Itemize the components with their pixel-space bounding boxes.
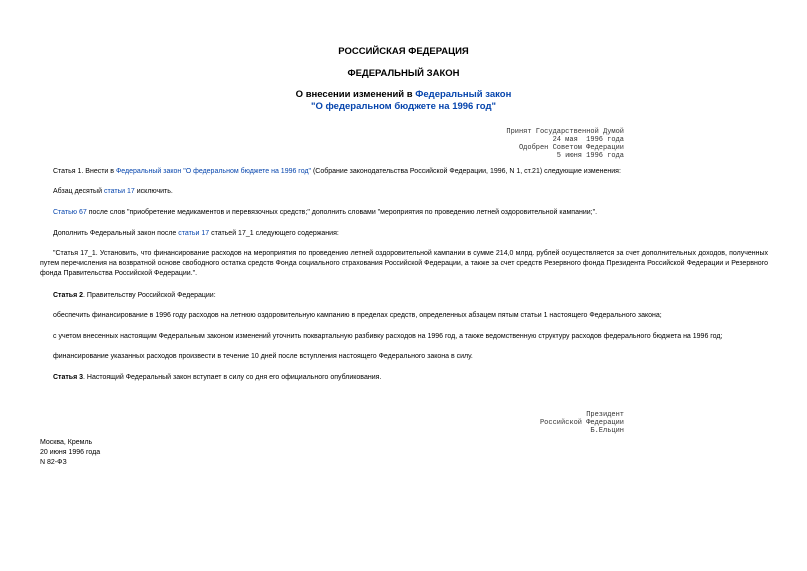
- paragraph-text: статьей 17_1 следующего содержания:: [209, 230, 339, 237]
- article-17-link-2[interactable]: статьи 17: [178, 230, 210, 237]
- law-title: [0, 89, 807, 100]
- title-law-link[interactable]: Федеральный закон: [415, 89, 512, 100]
- place-date: 20 июня 1996 года: [40, 449, 101, 456]
- signature-line: Б.Ельцин: [590, 427, 624, 435]
- paragraph-text: исключить.: [134, 188, 173, 195]
- article-1-label: Статья 1: [53, 168, 82, 175]
- paragraph-text: . Внести в: [81, 168, 116, 175]
- article-3-label: Статья 3: [53, 374, 84, 381]
- law-number: N 82-ФЗ: [40, 459, 67, 466]
- article-67-link[interactable]: Статью 67: [53, 209, 87, 216]
- paragraph-7: обеспечить финансирование в 1996 году расходов на летнюю оздоровительную кампанию в пределах средств, определенных абзацем пятым статьи 1 настоящего Федерального закона;: [53, 312, 662, 319]
- signature-line: Президент: [586, 411, 624, 419]
- law-link[interactable]: Федеральный закон "О федеральном бюджете на 1996 год": [115, 168, 312, 175]
- paragraph-3: [40, 208, 768, 218]
- signature-line: Российской Федерации: [539, 419, 624, 427]
- paragraph-article-1: [40, 167, 768, 177]
- paragraph-article-3: [40, 373, 768, 383]
- place-date-block: [40, 438, 100, 468]
- place-city: Москва, Кремль: [40, 439, 93, 446]
- paragraph-text: Абзац десятый: [53, 188, 104, 195]
- adoption-line: 24 мая 1996 года: [552, 136, 624, 144]
- doc-type-heading: ФЕДЕРАЛЬНЫЙ ЗАКОН: [347, 68, 460, 79]
- paragraph-text: . Правительству Российской Федерации:: [83, 292, 216, 299]
- adoption-block: [506, 128, 624, 160]
- paragraph-text: (Собрание законодательства Российской Федерации, 1996, N 1, ст.21) следующие изменения:: [311, 168, 621, 175]
- paragraph-8: с учетом внесенных настоящим Федеральным законом изменений уточнить поквартальную разбивку расходов на 1996 год, а также ведомственную структуру расходов федерального бюджета на 1996 год;: [53, 333, 723, 340]
- paragraph-text: . Настоящий Федеральный закон вступает в силу со дня его официального опубликования.: [83, 374, 382, 381]
- paragraph-9: финансирование указанных расходов произвести в течение 10 дней после вступления настоящего Федерального закона в силу.: [53, 353, 473, 360]
- paragraph-article-2: [40, 291, 768, 301]
- country-heading: РОССИЙСКАЯ ФЕДЕРАЦИЯ: [338, 46, 469, 57]
- title-law-link-2[interactable]: "О федеральном бюджете на 1996 год": [310, 101, 497, 112]
- adoption-line: Одобрен Советом Федерации: [518, 144, 624, 152]
- paragraph-4: [40, 229, 768, 239]
- article-2-label: Статья 2: [53, 292, 84, 299]
- paragraph-2: [40, 187, 768, 197]
- title-prefix: О внесении изменений в: [295, 89, 416, 100]
- adoption-line: 5 июня 1996 года: [556, 152, 624, 160]
- signature-block: [540, 411, 624, 435]
- adoption-line: Принят Государственной Думой: [506, 128, 624, 136]
- article-17-link[interactable]: статьи 17: [103, 188, 135, 195]
- law-title-line2: [0, 101, 807, 112]
- paragraph-text: после слов "приобретение медикаментов и перевязочных средств;" дополнить словами "мероприятия по проведению летней оздоровительной кампании;".: [86, 209, 598, 216]
- paragraph-text: Дополнить Федеральный закон после: [53, 230, 179, 237]
- paragraph-5: "Статья 17_1. Установить, что финансирование расходов на мероприятия по проведению летней оздоровительной кампании в сумме 214,0 млрд. рублей осуществляется за счет дополнительных доходов, полученных путем перечисления на возвратной основе свободного остатка средств Фонда социального страхования Российской Федерации, а также за счет средств Резервного фонда Президента Российской Федерации и Резервного фонда Правительства Российской Федерации.".: [40, 250, 768, 277]
